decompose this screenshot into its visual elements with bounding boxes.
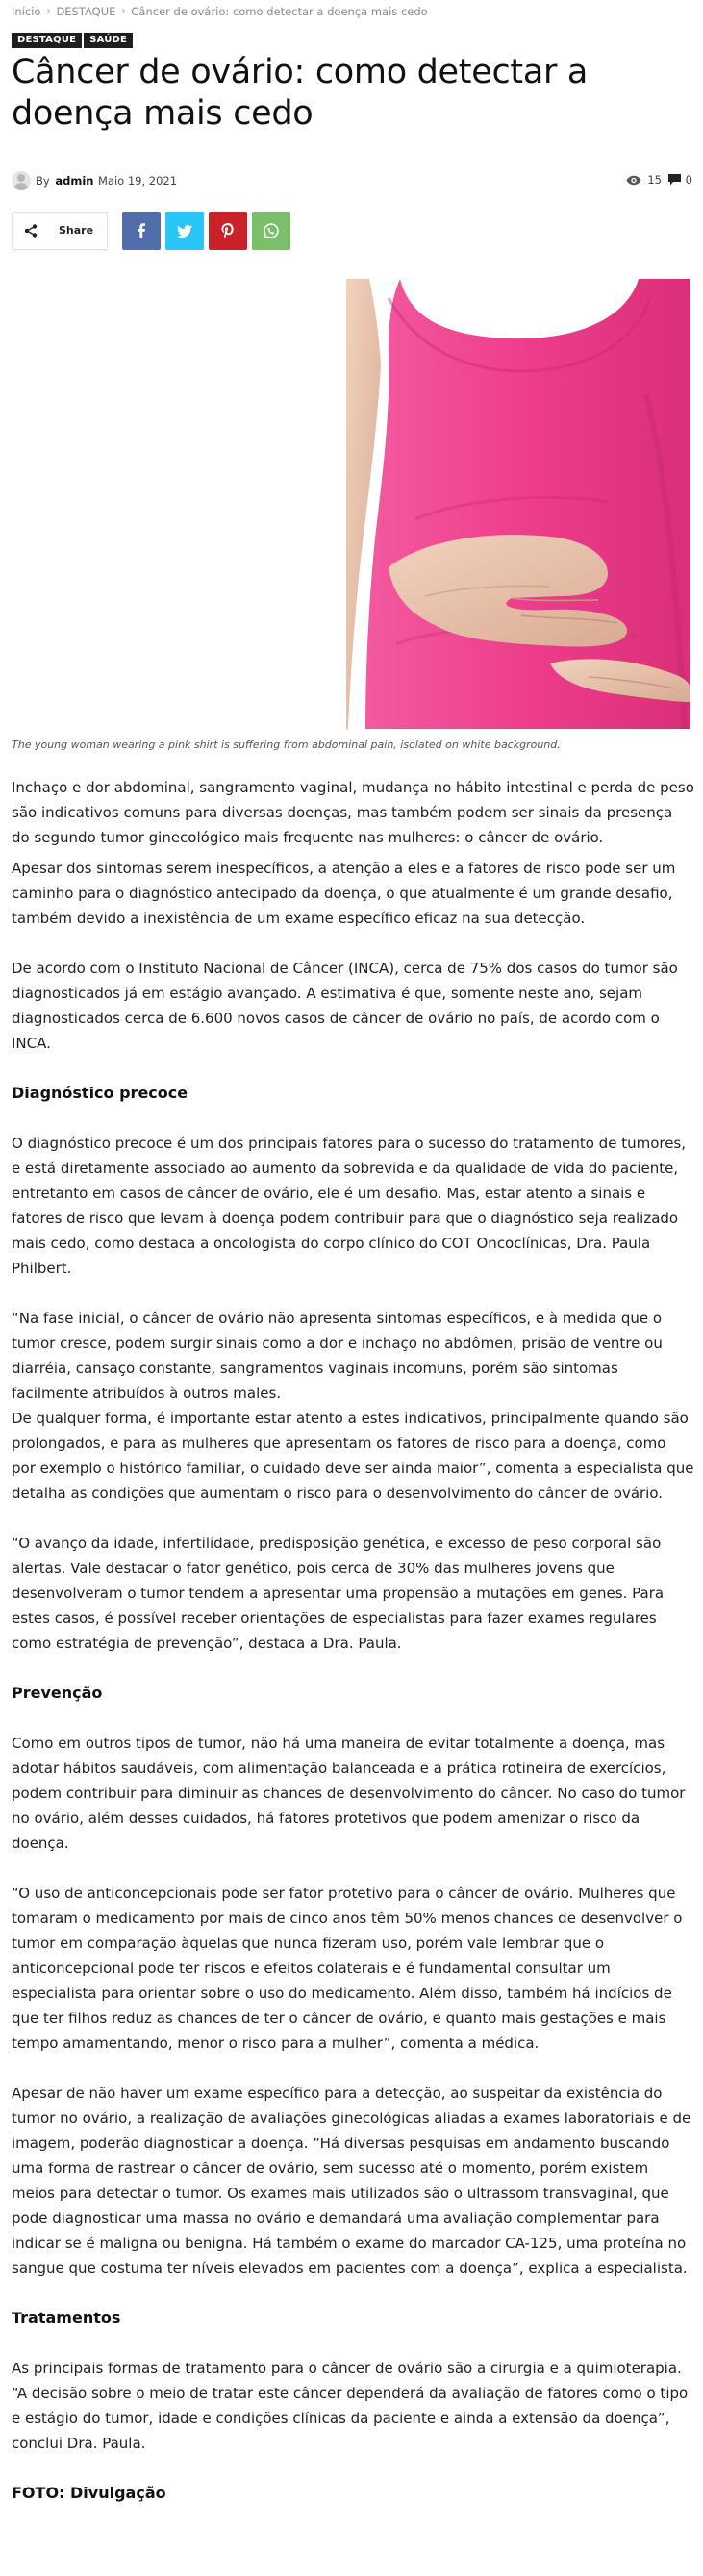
article-paragraph: Apesar dos sintomas serem inespecíficos, a atenção a eles e a fatores de risco pode ser um caminho para o diagnóstico antecipado da doença, o que atualmente é um grande desafio, também devido a inexistência de um exame específico eficaz na sua detecção. <box>12 860 676 927</box>
article-body <box>12 775 694 2506</box>
breadcrumb <box>12 4 428 18</box>
article-paragraph: “O avanço da idade, infertilidade, predisposição genética, e excesso de peso corporal são alertas. Vale destacar o fator genético, pois cerca de 30% das mulheres jovens que desenvolveram o tumor tendem a apresentar uma propensão a mutações em genes. Para estes casos, é possível receber orientações de especialistas para fazer exames regulares como estratégia de prevenção”, destaca a Dra. Paula. <box>12 1535 665 1652</box>
view-count <box>626 173 662 187</box>
comment-icon <box>668 174 681 186</box>
article-paragraph: “Na fase inicial, o câncer de ovário não apresenta sintomas específicos, e à medida que o tumor cresce, podem surgir sinais como a dor e inchaço no abdômen, prisão de ventre ou diarréia, cansaço constante, sangramentos vaginais incomuns, porém são sintomas facilmente atribuídos à outros males. <box>12 1310 663 1402</box>
pinterest-icon <box>220 223 236 238</box>
whatsapp-share-button[interactable] <box>252 212 290 250</box>
facebook-icon <box>134 223 149 238</box>
whatsapp-icon <box>264 223 279 238</box>
article-paragraph: Apesar de não haver um exame específico para a detecção, ao suspeitar da existência do tumor no ovário, a realização de avaliações ginecológicas aliadas a exames laboratoriais e de imagem, poderão diagnosticar a doença. “Há diversas pesquisas em andamento buscando uma forma de rastrear o câncer de ovário, sem sucesso até o momento, porém existem meios para detectar o tumor. Os exames mais utilizados são o ultrassom transvaginal, que pode diagnosticar uma massa no ovário e demandará uma avaliação complementar para indicar se é maligna ou benigna. Há também o exame do marcador CA-125, uma proteína no sangue que costuma ter níveis elevados em pacientes com a doença”, explica a especialista. <box>12 2085 691 2277</box>
share-icon <box>24 224 38 238</box>
article-paragraph: De acordo com o Instituto Nacional de Câncer (INCA), cerca de 75% dos casos do tumor são diagnosticados já em estágio avançado. A estimativa é que, somente neste ano, sejam diagnosticados cerca de 6.600 novos casos de câncer de ovário no país, de acordo com o INCA. <box>12 960 678 1052</box>
section-heading-tratamentos: Tratamentos <box>12 2309 121 2327</box>
breadcrumb-current: Câncer de ovário: como detectar a doença mais cedo <box>131 4 428 18</box>
view-count-value: 15 <box>647 173 662 187</box>
share-button[interactable] <box>12 212 108 250</box>
section-heading-prevencao: Prevenção <box>12 1684 103 1702</box>
eye-icon <box>626 175 641 186</box>
author-link[interactable]: admin <box>55 174 94 188</box>
article-paragraph: As principais formas de tratamento para o câncer de ovário são a cirurgia e a quimioterapia. “A decisão sobre o meio de tratar este câncer dependerá da avaliação de fatores como o tipo e estágio do tumor, idade e condições clínicas da paciente e ainda a extensão da doença”, conclui Dra. Paula. <box>12 2360 689 2452</box>
twitter-icon <box>177 223 192 238</box>
post-date: Maio 19, 2021 <box>98 174 178 188</box>
featured-image <box>12 279 690 729</box>
comment-count[interactable] <box>668 173 692 187</box>
chevron-right-icon: › <box>121 6 126 16</box>
twitter-share-button[interactable] <box>165 212 204 250</box>
post-meta <box>12 171 692 192</box>
comment-count-value: 0 <box>685 173 692 187</box>
category-tag-destaque[interactable]: DESTAQUE <box>12 33 82 48</box>
author-byline <box>36 174 93 188</box>
woman-abdominal-pain-photo <box>12 279 690 729</box>
category-tags <box>12 28 135 48</box>
breadcrumb-home[interactable]: Início <box>12 4 41 18</box>
breadcrumb-section[interactable]: DESTAQUE <box>56 4 116 18</box>
article-paragraph: Como em outros tipos de tumor, não há uma maneira de evitar totalmente a doença, mas adotar hábitos saudáveis, com alimentação balanceada e a prática rotineira de exercícios, podem contribuir para diminuir as chances de desenvolvimento do câncer. No caso do tumor no ovário, além desses cuidados, há fatores protetivos que podem amenizar o risco da doença. <box>12 1735 686 1852</box>
image-caption: The young woman wearing a pink shirt is suffering from abdominal pain, isolated on white background. <box>12 738 561 751</box>
article-paragraph: O diagnóstico precoce é um dos principais fatores para o sucesso do tratamento de tumores, e está diretamente associado ao aumento da sobrevida e da qualidade de vida do paciente, entretanto em casos de câncer de ovário, ele é um desafio. Mas, estar atento a sinais e fatores de risco que levam à doença podem contribuir para que o diagnóstico seja realizado mais cedo, como destaca a oncologista do corpo clínico do COT Oncoclínicas, Dra. Paula Philbert. <box>12 1135 687 1277</box>
article-paragraph: “O uso de anticoncepcionais pode ser fator protetivo para o câncer de ovário. Mulheres que tomaram o medicamento por mais de cinco anos têm 50% menos chances de desenvolver o tumor em comparação àquelas que nunca fizeram uso, porém vale lembrar que o anticoncepcional pode ter riscos e efeitos colaterais e é fundamental consultar um especialista para orientar sobre o uso do medicamento. Além disso, também há indícios de que ter filhos reduz as chances de ter o câncer de ovário, e quanto mais gestações e mais tempo amamentando, menor o risco para a mulher”, comenta a médica. <box>12 1885 683 2052</box>
chevron-right-icon: › <box>46 6 51 16</box>
photo-credit: FOTO: Divulgação <box>12 2484 166 2502</box>
avatar[interactable] <box>12 171 31 190</box>
category-tag-saude[interactable]: SAÚDE <box>84 33 133 48</box>
section-heading-diagnostico: Diagnóstico precoce <box>12 1084 188 1102</box>
share-label: Share <box>59 224 94 237</box>
article-paragraph: Inchaço e dor abdominal, sangramento vaginal, mudança no hábito intestinal e perda de peso são indicativos comuns para diversas doenças, mas também podem ser sinais da presença do segundo tumor ginecológico mais frequente nas mulheres: o câncer de ovário. <box>12 779 694 846</box>
page-title: Câncer de ovário: como detectar a doença mais cedo <box>12 53 589 133</box>
pinterest-share-button[interactable] <box>209 212 247 250</box>
by-label: By <box>36 174 50 188</box>
article-paragraph: De qualquer forma, é importante estar atento a estes indicativos, principalmente quando são prolongados, e para as mulheres que apresentam os fatores de risco para a doença, como por exemplo o histórico familiar, o cuidado deve ser ainda maior”, comenta a especialista que detalha as condições que aumentam o risco para o desenvolvimento do câncer de ovário. <box>12 1410 694 1502</box>
facebook-share-button[interactable] <box>122 212 161 250</box>
